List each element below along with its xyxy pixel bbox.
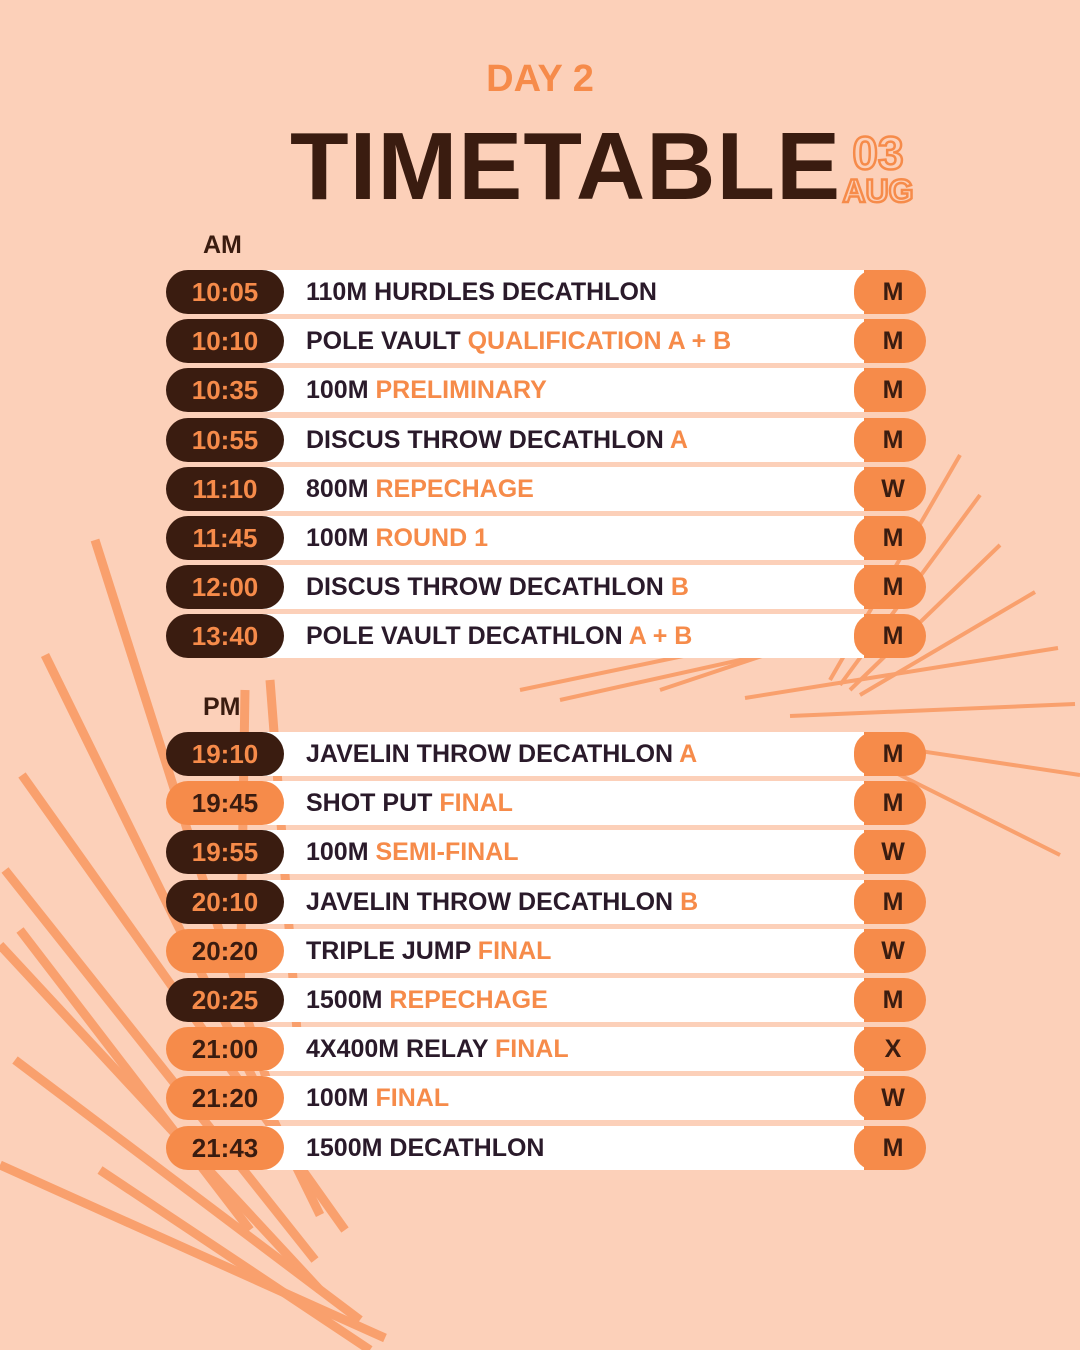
event-title: 1500M bbox=[306, 986, 383, 1014]
schedule-row bbox=[166, 368, 926, 412]
gender-tag bbox=[864, 614, 926, 658]
gender-letter: M bbox=[882, 524, 904, 552]
row-bar bbox=[176, 830, 916, 874]
gender-tag bbox=[864, 467, 926, 511]
schedule-row bbox=[166, 565, 926, 609]
event-title: 100M bbox=[306, 1084, 369, 1113]
event-title: 100M bbox=[306, 376, 369, 405]
event-round: FINAL bbox=[439, 789, 513, 818]
event-round: A + B bbox=[628, 622, 693, 651]
schedule-row bbox=[166, 614, 926, 658]
event-round: ROUND 1 bbox=[375, 524, 489, 552]
event-title: JAVELIN THROW DECATHLON bbox=[306, 887, 674, 916]
event-round: FINAL bbox=[375, 1084, 450, 1113]
event-name bbox=[306, 467, 534, 511]
am-section-label: AM bbox=[203, 231, 242, 259]
gender-letter: W bbox=[881, 838, 905, 867]
row-bar bbox=[176, 467, 916, 511]
gender-letter: M bbox=[882, 740, 904, 768]
time-pill: 20:25 bbox=[166, 978, 284, 1022]
gender-letter: M bbox=[882, 425, 904, 454]
gender-tag bbox=[864, 1126, 926, 1170]
event-round: FINAL bbox=[495, 1035, 569, 1064]
schedule-row bbox=[166, 319, 926, 363]
event-name bbox=[306, 1126, 544, 1170]
schedule-row bbox=[166, 418, 926, 462]
gender-tag bbox=[864, 565, 926, 609]
gender-tag bbox=[864, 880, 926, 924]
event-name bbox=[306, 1027, 569, 1071]
gender-letter: M bbox=[882, 278, 904, 306]
event-round: REPECHAGE bbox=[375, 474, 534, 503]
event-title: 1500M DECATHLON bbox=[306, 1133, 545, 1162]
time-pill: 19:10 bbox=[166, 732, 284, 776]
schedule-row bbox=[166, 270, 926, 314]
time-pill: 11:10 bbox=[166, 467, 284, 511]
gender-tag bbox=[864, 1076, 926, 1120]
schedule-row bbox=[166, 516, 926, 560]
schedule-row bbox=[166, 1076, 926, 1120]
pm-section-label: PM bbox=[203, 693, 241, 721]
schedule-row bbox=[166, 467, 926, 511]
event-title: 100M bbox=[306, 524, 369, 552]
event-title: SHOT PUT bbox=[306, 789, 433, 818]
schedule-row bbox=[166, 1027, 926, 1071]
time-pill: 20:10 bbox=[166, 880, 284, 924]
schedule-row bbox=[166, 830, 926, 874]
gender-tag bbox=[864, 319, 926, 363]
gender-letter: M bbox=[882, 376, 904, 405]
time-pill: 10:35 bbox=[166, 368, 284, 412]
event-name bbox=[306, 270, 657, 314]
event-name bbox=[306, 565, 689, 609]
schedule-row bbox=[166, 1126, 926, 1170]
event-round: B bbox=[680, 887, 699, 916]
gender-letter: W bbox=[881, 936, 905, 965]
gender-tag bbox=[864, 368, 926, 412]
gender-letter: W bbox=[881, 474, 905, 503]
event-title: 4X400M RELAY bbox=[306, 1035, 489, 1064]
time-pill: 12:00 bbox=[166, 565, 284, 609]
ray-line bbox=[790, 704, 1075, 716]
event-name bbox=[306, 614, 692, 658]
event-name bbox=[306, 319, 731, 363]
gender-letter: W bbox=[881, 1084, 905, 1113]
event-name bbox=[306, 929, 551, 973]
schedule-row bbox=[166, 978, 926, 1022]
gender-letter: X bbox=[884, 1035, 902, 1064]
day-label: DAY 2 bbox=[486, 58, 594, 100]
time-pill: 20:20 bbox=[166, 929, 284, 973]
date-day: 03 bbox=[852, 127, 904, 179]
event-name bbox=[306, 418, 688, 462]
event-name bbox=[306, 978, 548, 1022]
time-pill: 19:45 bbox=[166, 781, 284, 825]
time-pill: 19:55 bbox=[166, 830, 284, 874]
event-name bbox=[306, 880, 698, 924]
time-pill: 21:00 bbox=[166, 1027, 284, 1071]
event-round: B bbox=[670, 573, 689, 602]
gender-tag bbox=[864, 978, 926, 1022]
time-pill: 10:05 bbox=[166, 270, 284, 314]
event-name bbox=[306, 732, 697, 776]
gender-tag bbox=[864, 781, 926, 825]
time-pill: 10:55 bbox=[166, 418, 284, 462]
event-round: A bbox=[679, 740, 698, 768]
gender-tag bbox=[864, 270, 926, 314]
row-bar bbox=[176, 1126, 916, 1170]
gender-tag bbox=[864, 1027, 926, 1071]
gender-letter: M bbox=[882, 573, 904, 602]
event-title: POLE VAULT bbox=[306, 327, 461, 356]
schedule-row bbox=[166, 880, 926, 924]
event-title: 800M bbox=[306, 474, 369, 503]
event-name bbox=[306, 781, 513, 825]
event-round: A bbox=[669, 425, 688, 454]
gender-letter: M bbox=[882, 789, 904, 818]
event-title: JAVELIN THROW DECATHLON bbox=[306, 740, 674, 768]
schedule-row bbox=[166, 929, 926, 973]
event-name bbox=[306, 1076, 449, 1120]
event-title: DISCUS THROW DECATHLON bbox=[306, 573, 664, 602]
date-badge bbox=[838, 127, 918, 209]
gender-tag bbox=[864, 830, 926, 874]
time-pill: 13:40 bbox=[166, 614, 284, 658]
gender-tag bbox=[864, 929, 926, 973]
event-round: SEMI-FINAL bbox=[375, 838, 519, 867]
gender-tag bbox=[864, 516, 926, 560]
schedule-row bbox=[166, 732, 926, 776]
gender-letter: M bbox=[882, 622, 904, 651]
event-title: DISCUS THROW DECATHLON bbox=[306, 425, 670, 454]
row-bar bbox=[176, 516, 916, 560]
event-name bbox=[306, 516, 488, 560]
gender-letter: M bbox=[882, 327, 904, 356]
event-round: REPECHAGE bbox=[389, 986, 548, 1014]
schedule-row bbox=[166, 781, 926, 825]
row-bar bbox=[176, 1076, 916, 1120]
time-pill: 21:20 bbox=[166, 1076, 284, 1120]
time-pill: 21:43 bbox=[166, 1126, 284, 1170]
gender-letter: M bbox=[882, 986, 904, 1014]
event-title: TRIPLE JUMP bbox=[306, 936, 471, 965]
date-month: AUG bbox=[842, 172, 914, 209]
event-title: 100M bbox=[306, 838, 369, 867]
row-bar bbox=[176, 781, 916, 825]
event-name bbox=[306, 830, 519, 874]
page-title: TIMETABLE bbox=[290, 113, 842, 220]
gender-tag bbox=[864, 732, 926, 776]
time-pill: 11:45 bbox=[166, 516, 284, 560]
time-pill: 10:10 bbox=[166, 319, 284, 363]
gender-letter: M bbox=[882, 1133, 904, 1162]
event-name bbox=[306, 368, 547, 412]
gender-tag bbox=[864, 418, 926, 462]
gender-letter: M bbox=[882, 887, 904, 916]
event-round: QUALIFICATION A + B bbox=[467, 327, 732, 356]
event-title: 110M HURDLES DECATHLON bbox=[306, 278, 657, 306]
event-round: FINAL bbox=[477, 936, 552, 965]
event-round: PRELIMINARY bbox=[375, 376, 547, 405]
event-title: POLE VAULT DECATHLON bbox=[306, 622, 623, 651]
